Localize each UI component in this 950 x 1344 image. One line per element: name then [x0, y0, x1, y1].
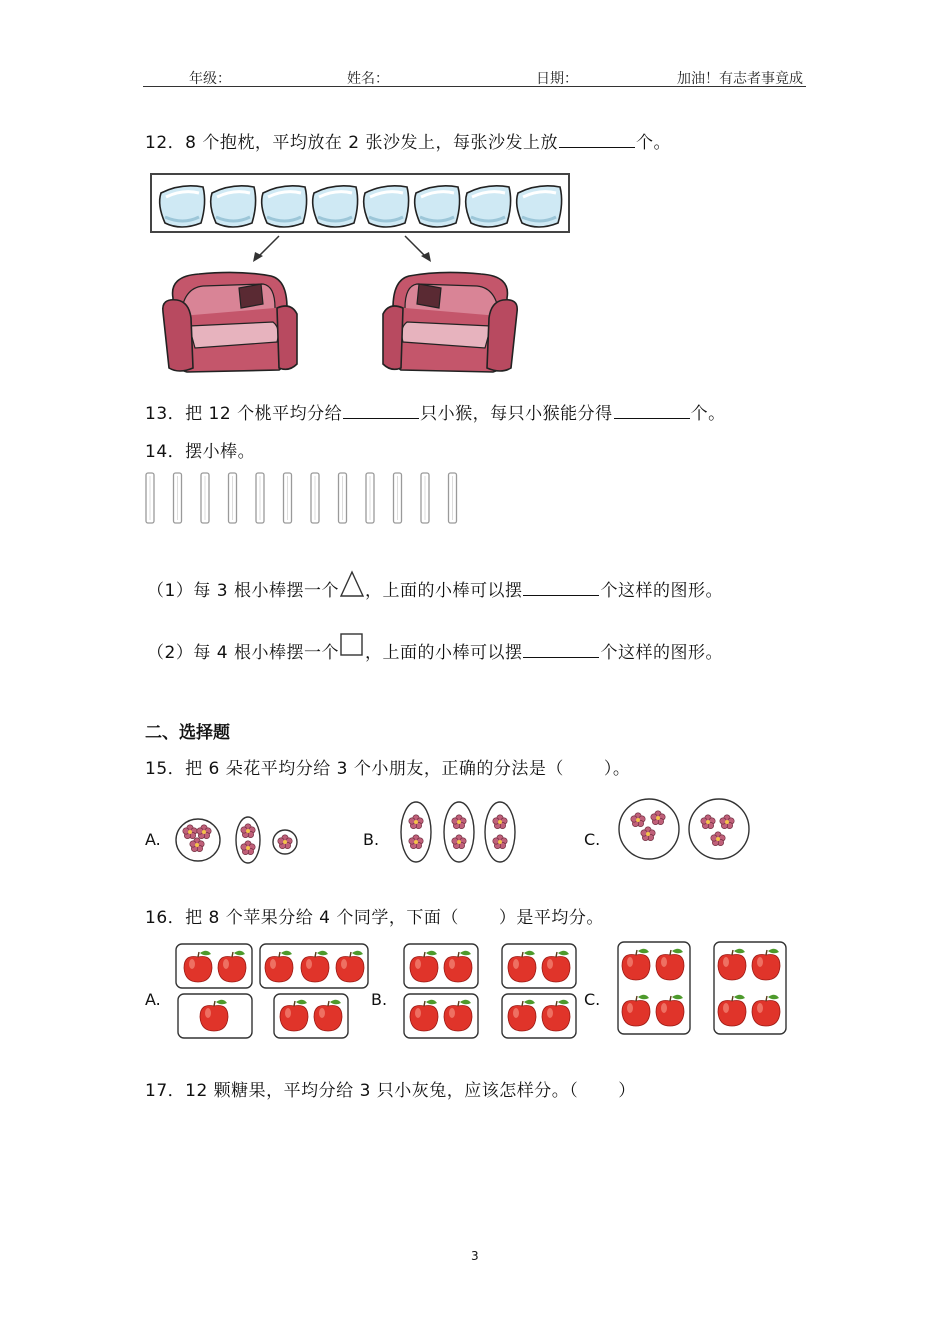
question-14-part-1 — [147, 570, 723, 601]
option-a-groups — [176, 817, 297, 863]
q14-part2-mid: ，上面的小棒可以摆 — [364, 643, 523, 663]
option-c-label[interactable]: C. — [584, 990, 601, 1009]
question-14-part-2 — [147, 632, 723, 663]
q13-middle: 只小猴，每只小猴能分得 — [420, 404, 613, 424]
option-a-label[interactable]: A. — [145, 830, 161, 849]
page-number: 3 — [471, 1249, 479, 1263]
q12-suffix: 个。 — [635, 133, 671, 153]
answer-blank[interactable] — [343, 404, 419, 419]
question-12 — [145, 128, 671, 153]
option-b-groups — [401, 802, 515, 862]
question-15 — [145, 754, 630, 779]
option-b-label[interactable]: B. — [371, 990, 388, 1009]
option-b-groups — [404, 944, 576, 1038]
square-icon — [339, 632, 365, 660]
grade-label: 年级： — [189, 71, 231, 87]
q14-part2-end: 个这样的图形。 — [600, 643, 723, 663]
option-a-label[interactable]: A. — [145, 990, 161, 1009]
q13-text: 13．把 12 个桃平均分给 — [145, 404, 343, 424]
question-17 — [145, 1076, 636, 1101]
section-title: 二、选择题 — [145, 723, 230, 743]
sticks-illustration — [143, 470, 463, 528]
q14-part1-text: （1）每 3 根小棒摆一个 — [147, 581, 339, 601]
question-14-title: 14．摆小棒。 — [145, 442, 256, 462]
q17-end: ） — [618, 1081, 636, 1101]
name-label: 姓名： — [347, 71, 389, 87]
header-rule — [143, 86, 806, 87]
answer-blank[interactable] — [614, 404, 690, 419]
q17-text: 17．12 颗糖果，平均分给 3 只小灰兔，应该怎样分。（ — [145, 1081, 579, 1101]
answer-blank[interactable] — [523, 643, 599, 658]
flower-options-illustration — [170, 792, 760, 872]
question-13 — [145, 399, 726, 424]
answer-blank[interactable] — [559, 133, 635, 148]
option-a-groups — [176, 944, 368, 1038]
option-c-groups — [619, 799, 749, 859]
q13-suffix: 个。 — [690, 404, 726, 424]
sofa-icon — [163, 272, 297, 372]
q12-text: 12．8 个抱枕，平均放在 2 张沙发上，每张沙发上放 — [145, 133, 558, 153]
q16-end: ）是平均分。 — [498, 908, 604, 928]
question-16 — [145, 903, 604, 928]
option-b-label[interactable]: B. — [363, 830, 380, 849]
apple-options-illustration — [170, 938, 795, 1042]
sofa-icon — [383, 272, 517, 372]
option-c-groups — [618, 942, 786, 1034]
q15-text: 15．把 6 朵花平均分给 3 个小朋友，正确的分法是（ — [145, 759, 564, 779]
answer-blank[interactable] — [523, 581, 599, 596]
arrow-icon — [253, 236, 279, 262]
motto: 加油！有志者事竟成 — [677, 71, 803, 87]
option-c-label[interactable]: C. — [584, 830, 601, 849]
q15-end: ）。 — [603, 759, 631, 779]
q14-part2-text: （2）每 4 根小棒摆一个 — [147, 643, 339, 663]
arrow-icon — [405, 236, 431, 262]
q16-text: 16．把 8 个苹果分给 4 个同学，下面（ — [145, 908, 459, 928]
q14-part1-end: 个这样的图形。 — [600, 581, 723, 601]
triangle-icon — [339, 570, 365, 598]
q14-part1-mid: ，上面的小棒可以摆 — [364, 581, 523, 601]
date-label: 日期： — [536, 71, 578, 87]
pillow-sofa-illustration — [145, 168, 575, 383]
